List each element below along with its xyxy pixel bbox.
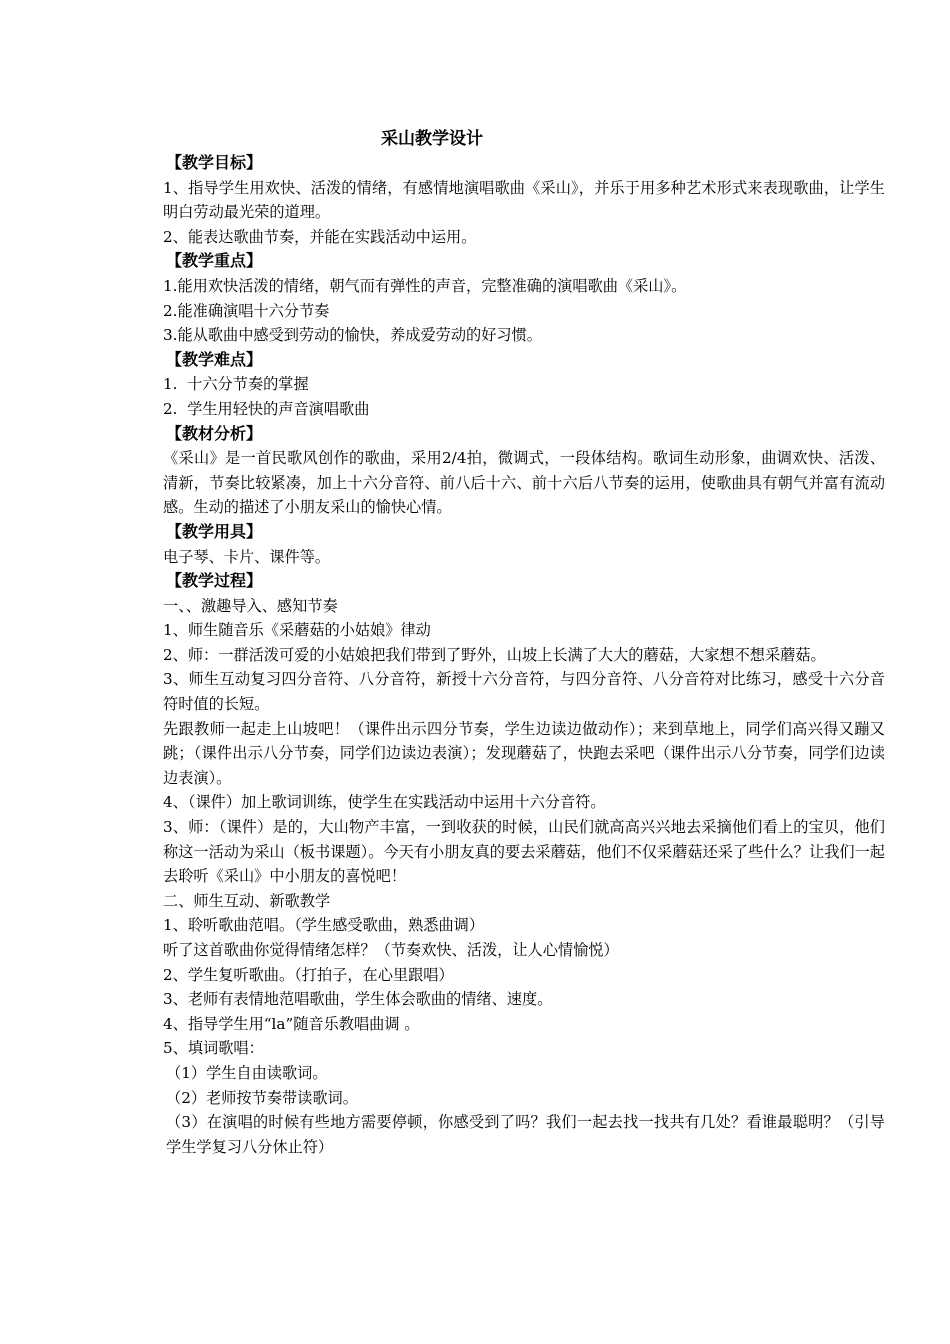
tools-paragraph: 电子琴、卡片、课件等。 [163, 547, 331, 566]
process-step-title: 一、、激趣导入、感知节奏 [163, 596, 338, 615]
heading-teaching-process: 【教学过程】 [166, 571, 263, 591]
goal-item: 2、能表达歌曲节奏，并能在实践活动中运用。 [163, 227, 477, 246]
document-body [163, 151, 885, 1159]
process-item: 4、指导学生用“la”随音乐教唱曲调 。 [163, 1014, 420, 1033]
analysis-paragraph: 《采山》是一首民歌风创作的歌曲，采用2/4拍，微调式，一段体结构。歌词生动形象，曲调欢快、活泼、清新，节奏比较紧凑，加上十六分音符、前八后十六、前十六后八节奏的运用，使歌曲具有朝气并富有流动感。生动的描述了小朋友采山的愉快心情。 [163, 449, 885, 517]
heading-teaching-goals: 【教学目标】 [166, 153, 263, 172]
heading-teaching-tools: 【教学用具】 [166, 521, 263, 541]
process-item: 听了这首歌曲你觉得情绪怎样？（节奏欢快、活泼，让人心情愉悦） [163, 941, 619, 959]
key-point-item: 3.能从歌曲中感受到劳动的愉快，养成爱劳动的好习惯。 [163, 326, 542, 345]
key-point-item: 1.能用欢快活泼的情绪，朝气而有弹性的声音，完整准确的演唱歌曲《采山》。 [163, 276, 687, 295]
process-item: 2、师：一群活泼可爱的小姑娘把我们带到了野外，山坡上长满了大大的蘑菇，大家想不想采蘑菇。 [163, 645, 826, 664]
difficulty-item: 2. 学生用轻快的声音演唱歌曲 [163, 399, 370, 418]
process-item: 3、师：（课件）是的，大山物产丰富，一到收获的时候，山民们就高高兴兴地去采摘他们看上的宝贝，他们称这一活动为采山（板书课题）。今天有小朋友真的要去采蘑菇，他们不仅采蘑菇还采了些什么？让我们一起去聆听《采山》中小朋友的喜悦吧！ [163, 818, 885, 886]
heading-material-analysis: 【教材分析】 [166, 423, 263, 443]
process-item: 3、老师有表情地范唱歌曲，学生体会歌曲的情绪、速度。 [163, 990, 553, 1009]
process-item: 1、师生随音乐《采蘑菇的小姑娘》律动 [163, 621, 431, 640]
process-item: 5、填词歌唱： [163, 1039, 264, 1058]
heading-difficulties: 【教学难点】 [166, 349, 263, 369]
difficulty-item: 1. 十六分节奏的掌握 [163, 375, 309, 394]
key-point-item: 2.能准确演唱十六分节奏 [163, 301, 330, 320]
process-subitem: （2）老师按节奏带读歌词。 [166, 1088, 358, 1107]
process-step-title: 二、师生互动、新歌教学 [163, 891, 331, 910]
process-item: 先跟教师一起走上山坡吧！（课件出示四分节奏，学生边读边做动作）；来到草地上，同学们高兴得又蹦又跳；（课件出示八分节奏，同学们边读边表演）；发现蘑菇了，快跑去采吧（课件出示八分节奏，同学们边读边表演）。 [163, 719, 885, 787]
process-item: 4、（课件）加上歌词训练，使学生在实践活动中运用十六分音符。 [163, 793, 606, 812]
process-subitem: （1）学生自由读歌词。 [166, 1063, 328, 1082]
document-title: 采山教学设计 [381, 129, 483, 149]
process-item: 2、学生复听歌曲。（打拍子，在心里跟唱） [163, 965, 454, 984]
heading-key-points: 【教学重点】 [166, 251, 263, 271]
process-item: 1、聆听歌曲范唱。（学生感受歌曲，熟悉曲调） [163, 916, 485, 935]
process-item: 3、师生互动复习四分音符、八分音符，新授十六分音符，与四分音符、八分音符对比练习，感受十六分音符时值的长短。 [163, 670, 885, 714]
process-subitem: （3）在演唱的时候有些地方需要停顿，你感受到了吗？我们一起去找一找共有几处？看谁最聪明？（引导学生学复习八分休止符） [166, 1113, 885, 1156]
goal-item: 1、指导学生用欢快、活泼的情绪，有感情地演唱歌曲《采山》，并乐于用多种艺术形式来表现歌曲，让学生明白劳动最光荣的道理。 [163, 178, 885, 222]
